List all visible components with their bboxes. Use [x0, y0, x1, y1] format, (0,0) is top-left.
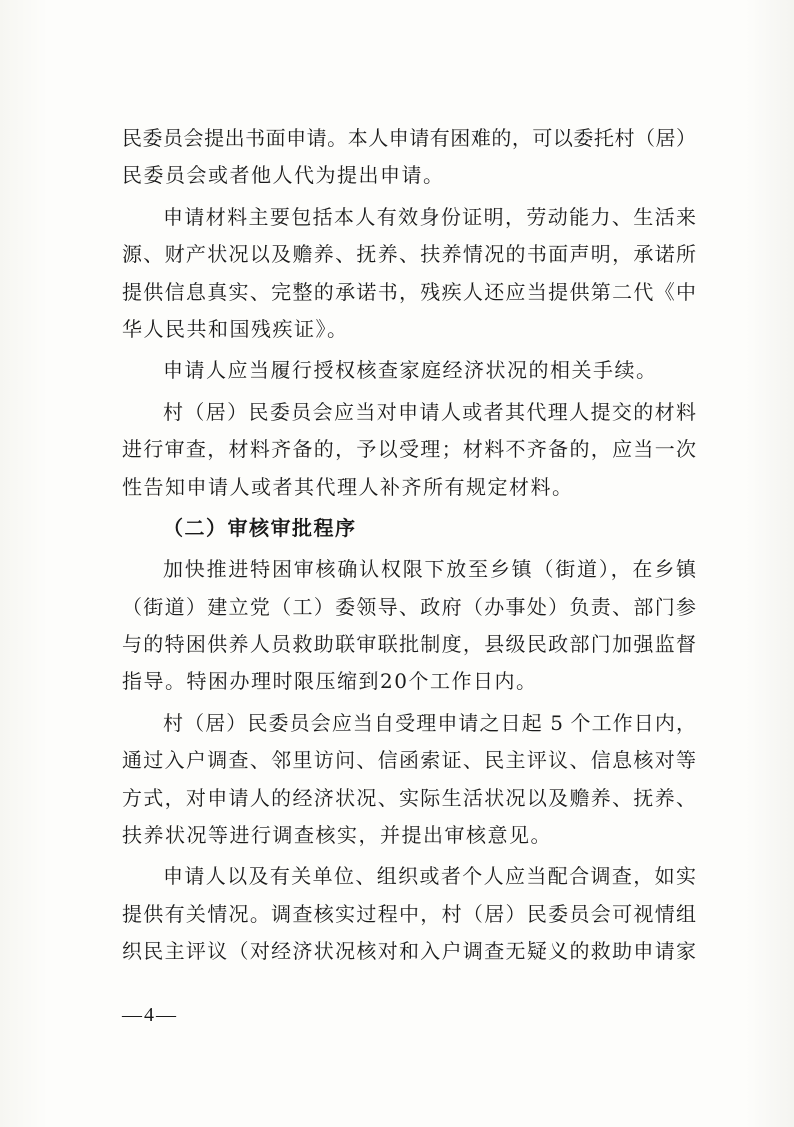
text-line: 村（居）民委员会应当自受理申请之日起 5 个工作日内，	[163, 710, 696, 735]
text-line: 村（居）民委员会应当对申请人或者其代理人提交的材料	[163, 399, 696, 424]
text-line: 通过入户调查、邻里访问、信函索证、民主评议、信息核对等	[122, 748, 696, 773]
text-line: 华人民共和国残疾证》。	[122, 316, 349, 341]
text-line: 民委员会提出书面申请。本人申请有困难的，可以委托村（居）	[122, 126, 696, 150]
text-line: 性告知申请人或者其代理人补齐所有规定材料。	[122, 474, 574, 499]
text-line: 扶养状况等进行调查核实，并提出审核意见。	[122, 823, 552, 848]
body-text	[122, 120, 696, 971]
text-line: 提供有关情况。调查核实过程中，村（居）民委员会可视情组	[122, 901, 696, 926]
page-number: —4—	[122, 1004, 178, 1026]
text-line: 与的特困供养人员救助联审联批制度，县级民政部门加强监督	[122, 632, 696, 657]
text-line: 进行审查，材料齐备的，予以受理；材料不齐备的，应当一次	[122, 437, 696, 462]
text-line: 方式，对申请人的经济状况、实际生活状况以及赡养、抚养、	[122, 785, 696, 810]
section-heading: （二）审核审批程序	[163, 515, 357, 540]
text-line: 织民主评议（对经济状况核对和入户调查无疑义的救助申请家	[122, 939, 696, 964]
text-line: 民委员会或者他人代为提出申请。	[122, 163, 445, 188]
text-line: 提供信息真实、完整的承诺书，残疾人还应当提供第二代《中	[122, 279, 696, 304]
text-line: 源、财产状况以及赡养、抚养、扶养情况的书面声明，承诺所	[122, 242, 696, 267]
text-line: 加快推进特困审核确认权限下放至乡镇（街道），在乡镇	[163, 557, 696, 582]
text-line: （街道）建立党（工）委领导、政府（办事处）负责、部门参	[122, 594, 696, 619]
text-line: 申请材料主要包括本人有效身份证明，劳动能力、生活来	[163, 204, 696, 229]
text-line: 申请人以及有关单位、组织或者个人应当配合调查，如实	[163, 864, 696, 889]
text-line: 申请人应当履行授权核查家庭经济状况的相关手续。	[163, 358, 658, 383]
text-line: 指导。特困办理时限压缩到20个工作日内。	[122, 669, 538, 694]
